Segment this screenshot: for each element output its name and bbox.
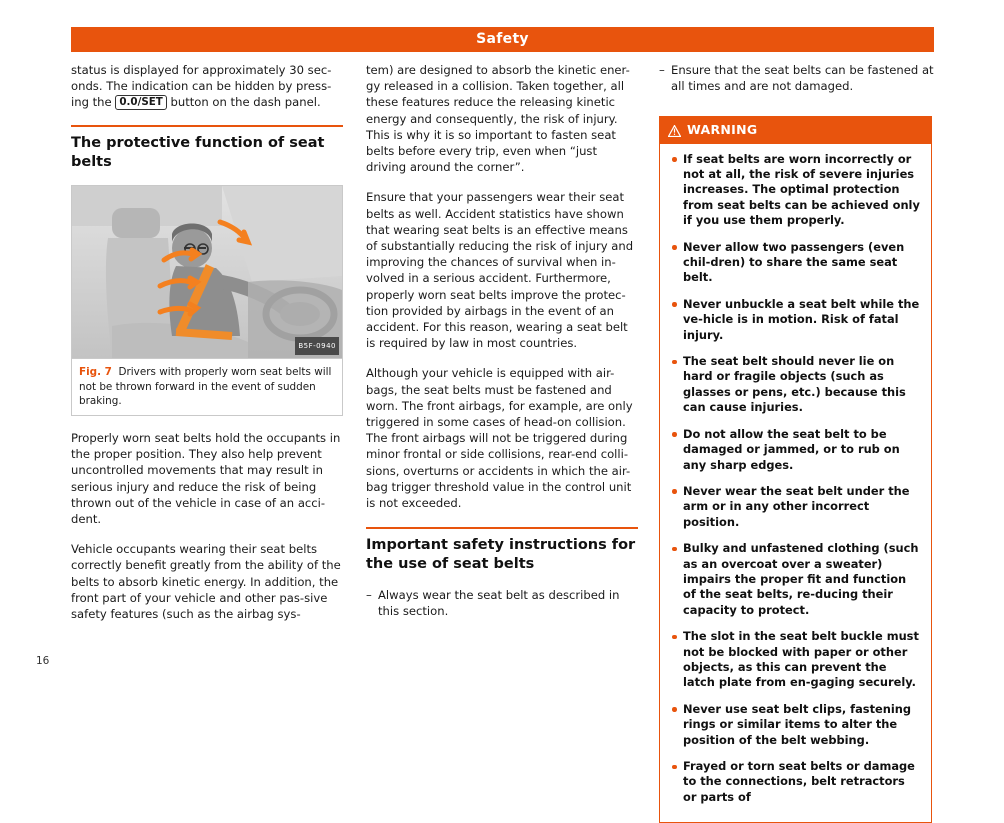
column-one [71, 62, 343, 636]
warning-list [670, 152, 921, 806]
paragraph-airbags: Although your vehicle is equipped with air-bags, the seat belts must be fastened and worn. The front airbags, for example, are only triggered in some cases of head-on collision. The front airbags will not be triggered during minor frontal or side collisions, rear-end colli-sions, overturns or accidents in which the air-bag trigger threshold value in the control unit is not exceeded. [366, 366, 633, 511]
page-header-bar [71, 27, 934, 52]
page-content [71, 62, 934, 804]
page-header-title: Safety [476, 31, 529, 47]
paragraph-passengers: Ensure that your passengers wear their seat belts as well. Accident statistics have shown that wearing seat belts is an effective means of substantially reducing the risk of injury and improving the chances of survival when in-volved in a serious accident. Furthermore, properly worn seat belts improve the protec-tion provided by airbags in the event of an accident. For this reason, wearing a seat belt is required by law in most countries. [366, 190, 634, 351]
column-two [366, 62, 638, 632]
paragraph-kinetic-energy: tem) are designed to absorb the kinetic ener-gy released in a collision. Taken together, all these features reduce the releasing kinetic energy and consequently, the risk of injury. This is why it is so important to fasten seat belts before every trip, even when “just driving around the corner”. [366, 63, 630, 175]
section-heading-protective-function: The protective function of seat belts [71, 125, 343, 172]
dash-item-always-wear: – Always wear the seat belt as described in this section. [366, 587, 638, 619]
warning-triangle-icon [668, 125, 681, 137]
warning-item: If seat belts are worn incorrectly or not at all, the risk of severe injuries increases. The optimal protection from seat belts can be achieved only if you use them properly. [670, 152, 921, 229]
figure-caption [72, 358, 342, 415]
intro-text-part-2: button on the dash panel. [166, 95, 321, 110]
set-button-key: 0.0/SET [115, 95, 166, 110]
intro-paragraph [71, 62, 343, 111]
warning-box [659, 116, 932, 823]
warning-item: Never unbuckle a seat belt while the ve-hicle is in motion. Risk of fatal injury. [670, 297, 921, 343]
warning-item: Never use seat belt clips, fastening rings or similar items to alter the position of the belt webbing. [670, 702, 921, 748]
warning-title: WARNING [687, 122, 758, 138]
paragraph-vehicle-occupants: Vehicle occupants wearing their seat belts correctly benefit greatly from the ability of the belts to absorb kinetic energy. In addition, the front part of your vehicle and other pas-sive safety features (such as the airbag sys- [71, 542, 341, 622]
paragraph-properly-worn: Properly worn seat belts hold the occupants in the proper position. They also help prevent uncontrolled movements that may result in serious injury and reduce the risk of being thrown out of the vehicle in case of an acci-dent. [71, 431, 341, 527]
figure-code: B5F-0940 [295, 337, 339, 355]
warning-item: Do not allow the seat belt to be damaged or jammed, or to rub on any sharp edges. [670, 427, 921, 473]
dash-item-ensure-fastened: – Ensure that the seat belts can be fastened at all times and are not damaged. [659, 62, 934, 94]
warning-header [660, 117, 931, 143]
warning-item: Bulky and unfastened clothing (such as an overcoat over a sweater) impairs the proper fit and function of the seat belts, re-ducing their capacity to protect. [670, 541, 921, 618]
section-heading-important-instructions: Important safety instructions for the use of seat belts [366, 527, 638, 574]
warning-item: Never allow two passengers (even chil-dren) to share the same seat belt. [670, 240, 921, 286]
warning-item: Frayed or torn seat belts or damage to the connections, belt retractors or parts of [670, 759, 921, 805]
page-number: 16 [36, 655, 50, 667]
figure-7 [71, 185, 343, 416]
figure-caption-text: Drivers with properly worn seat belts will not be thrown forward in the event of sudden braking. [79, 366, 332, 407]
warning-item: Never wear the seat belt under the arm or in any other incorrect position. [670, 484, 921, 530]
figure-number: Fig. 7 [79, 366, 112, 379]
figure-image-driver-seatbelt [72, 186, 342, 358]
warning-item: The seat belt should never lie on hard or fragile objects (such as glasses or pens, etc.) because this can cause injuries. [670, 354, 921, 416]
driver-seatbelt-illustration [72, 186, 342, 358]
warning-body [660, 144, 931, 823]
warning-item: The slot in the seat belt buckle must not be blocked with paper or other objects, as this can prevent the latch plate from en-gaging securely. [670, 629, 921, 691]
intro-text-part-1: status is displayed for approximately 30 sec-onds. The indication can be hidden by press-ing the [71, 63, 332, 110]
